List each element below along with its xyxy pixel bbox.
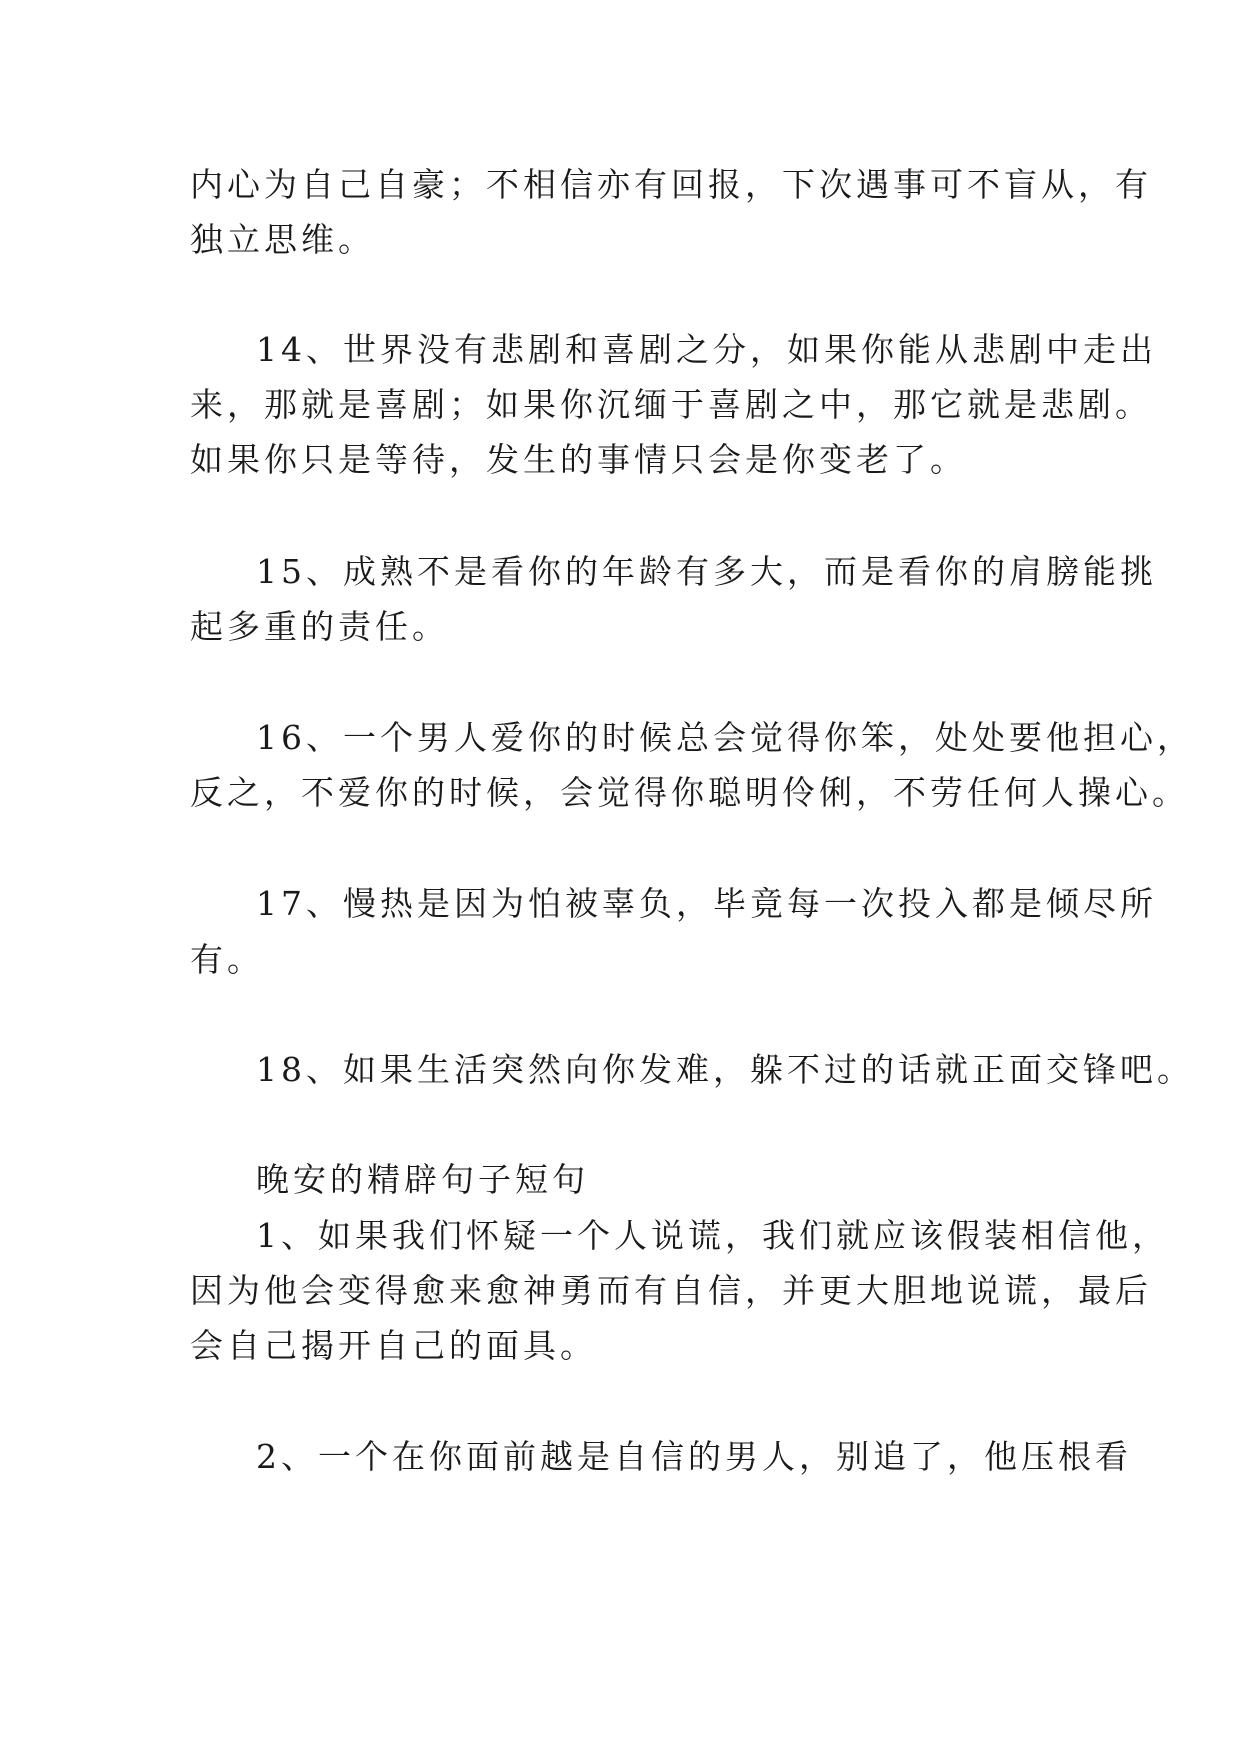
text-line: 如果你只是等待，发生的事情只会是你变老了。 xyxy=(190,440,967,479)
text-line: 内心为自己自豪；不相信亦有回报，下次遇事可不盲从，有 xyxy=(190,165,1152,204)
text-line: 18、如果生活突然向你发难，躲不过的话就正面交锋吧。 xyxy=(256,1050,1194,1089)
text-line: 15、成熟不是看你的年龄有多大，而是看你的肩膀能挑 xyxy=(256,552,1157,591)
text-line: 反之，不爱你的时候，会觉得你聪明伶俐，不劳任何人操心。 xyxy=(190,773,1189,812)
text-line: 因为他会变得愈来愈神勇而有自信，并更大胆地说谎，最后 xyxy=(190,1271,1152,1310)
text-line: 16、一个男人爱你的时候总会觉得你笨，处处要他担心， xyxy=(256,718,1194,757)
text-line: 14、世界没有悲剧和喜剧之分，如果你能从悲剧中走出 xyxy=(256,330,1157,369)
text-line: 独立思维。 xyxy=(190,220,375,259)
text-line: 2、一个在你面前越是自信的男人，别追了，他压根看 xyxy=(256,1437,1132,1476)
text-line: 起多重的责任。 xyxy=(190,607,449,646)
text-line: 有。 xyxy=(190,940,264,979)
text-line: 会自己揭开自己的面具。 xyxy=(190,1326,597,1365)
text-line: 17、慢热是因为怕被辜负，毕竟每一次投入都是倾尽所 xyxy=(256,884,1157,923)
section-heading: 晚安的精辟句子短句 xyxy=(256,1160,589,1199)
text-line: 1、如果我们怀疑一个人说谎，我们就应该假装相信他， xyxy=(256,1216,1169,1255)
text-line: 来，那就是喜剧；如果你沉缅于喜剧之中，那它就是悲剧。 xyxy=(190,385,1152,424)
